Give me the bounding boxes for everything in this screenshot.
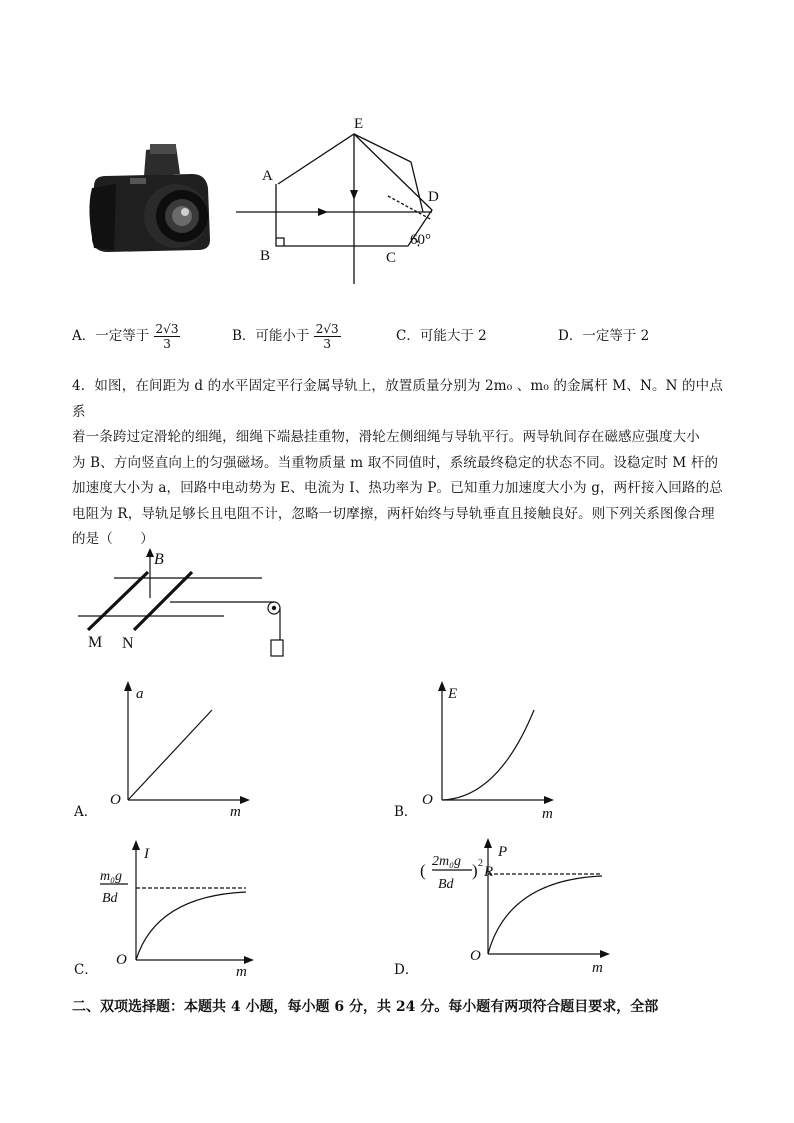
option-a-num: 2√3 (155, 322, 179, 336)
option-b-prefix: B．可能小于 (232, 328, 310, 344)
q4-line-2: 着一条跨过定滑轮的细绳，细绳下端悬挂重物，滑轮左侧细绳与导轨平行。两导轨间存在磁感应强度大小 (72, 429, 700, 445)
graph-d-asym-suffix: R (484, 864, 494, 880)
graph-b-option: B． (394, 804, 418, 820)
graph-b-ylabel: E (448, 686, 458, 702)
graph-c-asym-num: m₀g (100, 869, 122, 884)
option-b-num: 2√3 (315, 322, 339, 336)
graph-d (412, 838, 612, 980)
graph-d-asym-num: 2m₀g (432, 854, 461, 869)
graph-b (418, 680, 568, 822)
q4-line-1: 4．如图，在间距为 d 的水平固定平行金属导轨上，放置质量分别为 2m₀ 、m₀ 的金属杆 M、N。N 的中点系 (72, 378, 723, 420)
graph-d-option: D． (394, 962, 419, 978)
graph-b-curve (442, 710, 534, 800)
graph-c-asym-den: Bd (102, 891, 118, 906)
svg-text:2: 2 (478, 858, 483, 869)
graph-c-curve (136, 892, 246, 960)
graph-c (96, 840, 258, 980)
graph-a-origin: O (110, 792, 121, 808)
graph-c-ylabel: I (144, 846, 149, 862)
graph-d-origin: O (470, 948, 481, 964)
question-4 (72, 374, 732, 553)
graph-a-option: A． (74, 804, 98, 820)
label-B-field: B (154, 551, 164, 568)
q4-line-6: 的是（ ） (72, 531, 154, 547)
graph-c-origin: O (116, 952, 127, 968)
label-E: E (354, 116, 364, 132)
svg-text:): ) (472, 861, 478, 880)
graph-c-option: C． (74, 962, 98, 978)
label-D: D (428, 189, 439, 205)
graph-a-xlabel: m (230, 804, 241, 820)
graph-d-curve (488, 876, 602, 954)
label-M: M (88, 634, 103, 651)
angle-label: 60° (410, 232, 431, 248)
section-2-heading: 二、双项选择题：本题共 4 小题，每小题 6 分，共 24 分。每小题有两项符合题目要求，全部 (72, 999, 659, 1015)
q3-option-d: D．一定等于 2 (558, 328, 650, 344)
q3-option-b (232, 322, 341, 351)
graph-a-line (128, 710, 212, 800)
graph-b-origin: O (422, 792, 433, 808)
rail-figure (72, 544, 302, 664)
label-A: A (262, 168, 273, 184)
graph-b-xlabel: m (542, 806, 553, 822)
q4-line-5: 电阻为 R，导轨足够长且电阻不计，忽略一切摩擦，两杆始终与导轨垂直且接触良好。则下列关系图像合理 (72, 505, 715, 522)
camera-photo (84, 140, 216, 262)
option-a-prefix: A．一定等于 (72, 328, 150, 344)
rod-M (88, 572, 148, 630)
graph-d-xlabel: m (592, 960, 603, 976)
q3-option-c: C．可能大于 2 (396, 328, 487, 344)
label-B: B (260, 248, 271, 264)
graph-d-asym-den: Bd (438, 877, 454, 892)
graph-a (104, 680, 256, 820)
label-C: C (386, 250, 397, 266)
graph-d-ylabel: P (498, 844, 508, 860)
q4-line-3: 为 B、方向竖直向上的匀强磁场。当重物质量 m 取不同值时，系统最终稳定的状态不同。设稳定时 M 杆的 (72, 454, 719, 471)
rod-N (134, 572, 192, 630)
graph-c-xlabel: m (236, 964, 247, 980)
graph-a-ylabel: a (136, 686, 144, 702)
q3-option-a (72, 322, 180, 351)
prism-figure (228, 112, 444, 284)
label-N: N (122, 635, 134, 652)
option-b-den: 3 (323, 337, 331, 351)
svg-text:(: ( (420, 861, 426, 880)
q4-line-4: 加速度大小为 a，回路中电动势为 E、电流为 I、热功率为 P。已知重力加速度大小为 g，两杆接入回路的总 (72, 480, 723, 496)
option-a-den: 3 (163, 337, 171, 351)
